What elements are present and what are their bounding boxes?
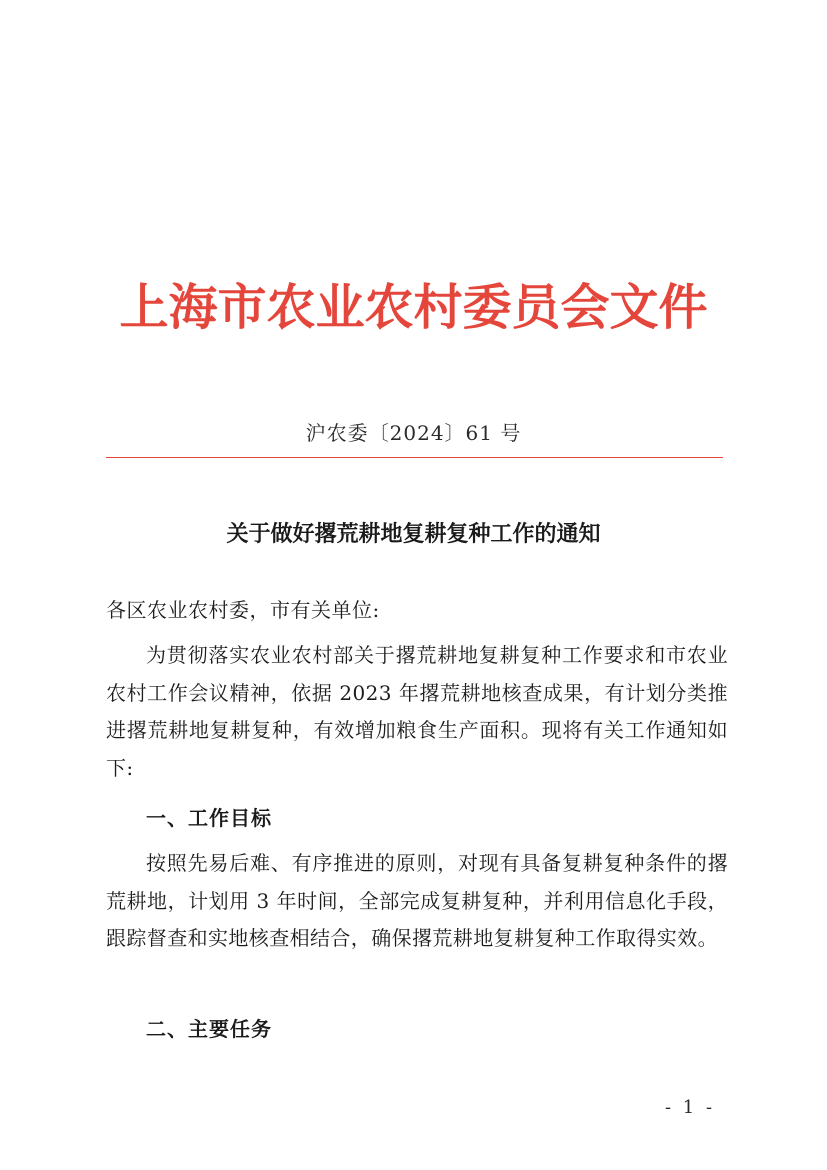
section-heading-main-tasks: 二、主要任务 xyxy=(146,1017,272,1041)
issuing-authority-header: 上海市农业农村委员会文件 xyxy=(119,278,708,336)
section-heading-work-goal: 一、工作目标 xyxy=(146,806,272,830)
addressee-line: 各区农业农村委，市有关单位: xyxy=(106,598,380,622)
document-number: 沪农委〔2024〕61 号 xyxy=(305,421,522,445)
page-number: - 1 - xyxy=(664,1097,716,1118)
red-divider-line xyxy=(106,457,723,458)
notice-title: 关于做好撂荒耕地复耕复种工作的通知 xyxy=(226,521,601,547)
body-paragraph-goal: 按照先易后难、有序推进的原则，对现有具备复耕复种条件的撂荒耕地，计划用 3 年时间，全部完成复耕复种，并利用信息化手段，跟踪督查和实地核查相结合，确保撂荒耕地复耕复种工作取得实效。 xyxy=(106,851,728,950)
body-paragraph-intro: 为贯彻落实农业农村部关于撂荒耕地复耕复种工作要求和市农业农村工作会议精神，依据 2023 年撂荒耕地核查成果，有计划分类推进撂荒耕地复耕复种，有效增加粮食生产面积。现将有关工作通知如下: xyxy=(106,643,728,780)
